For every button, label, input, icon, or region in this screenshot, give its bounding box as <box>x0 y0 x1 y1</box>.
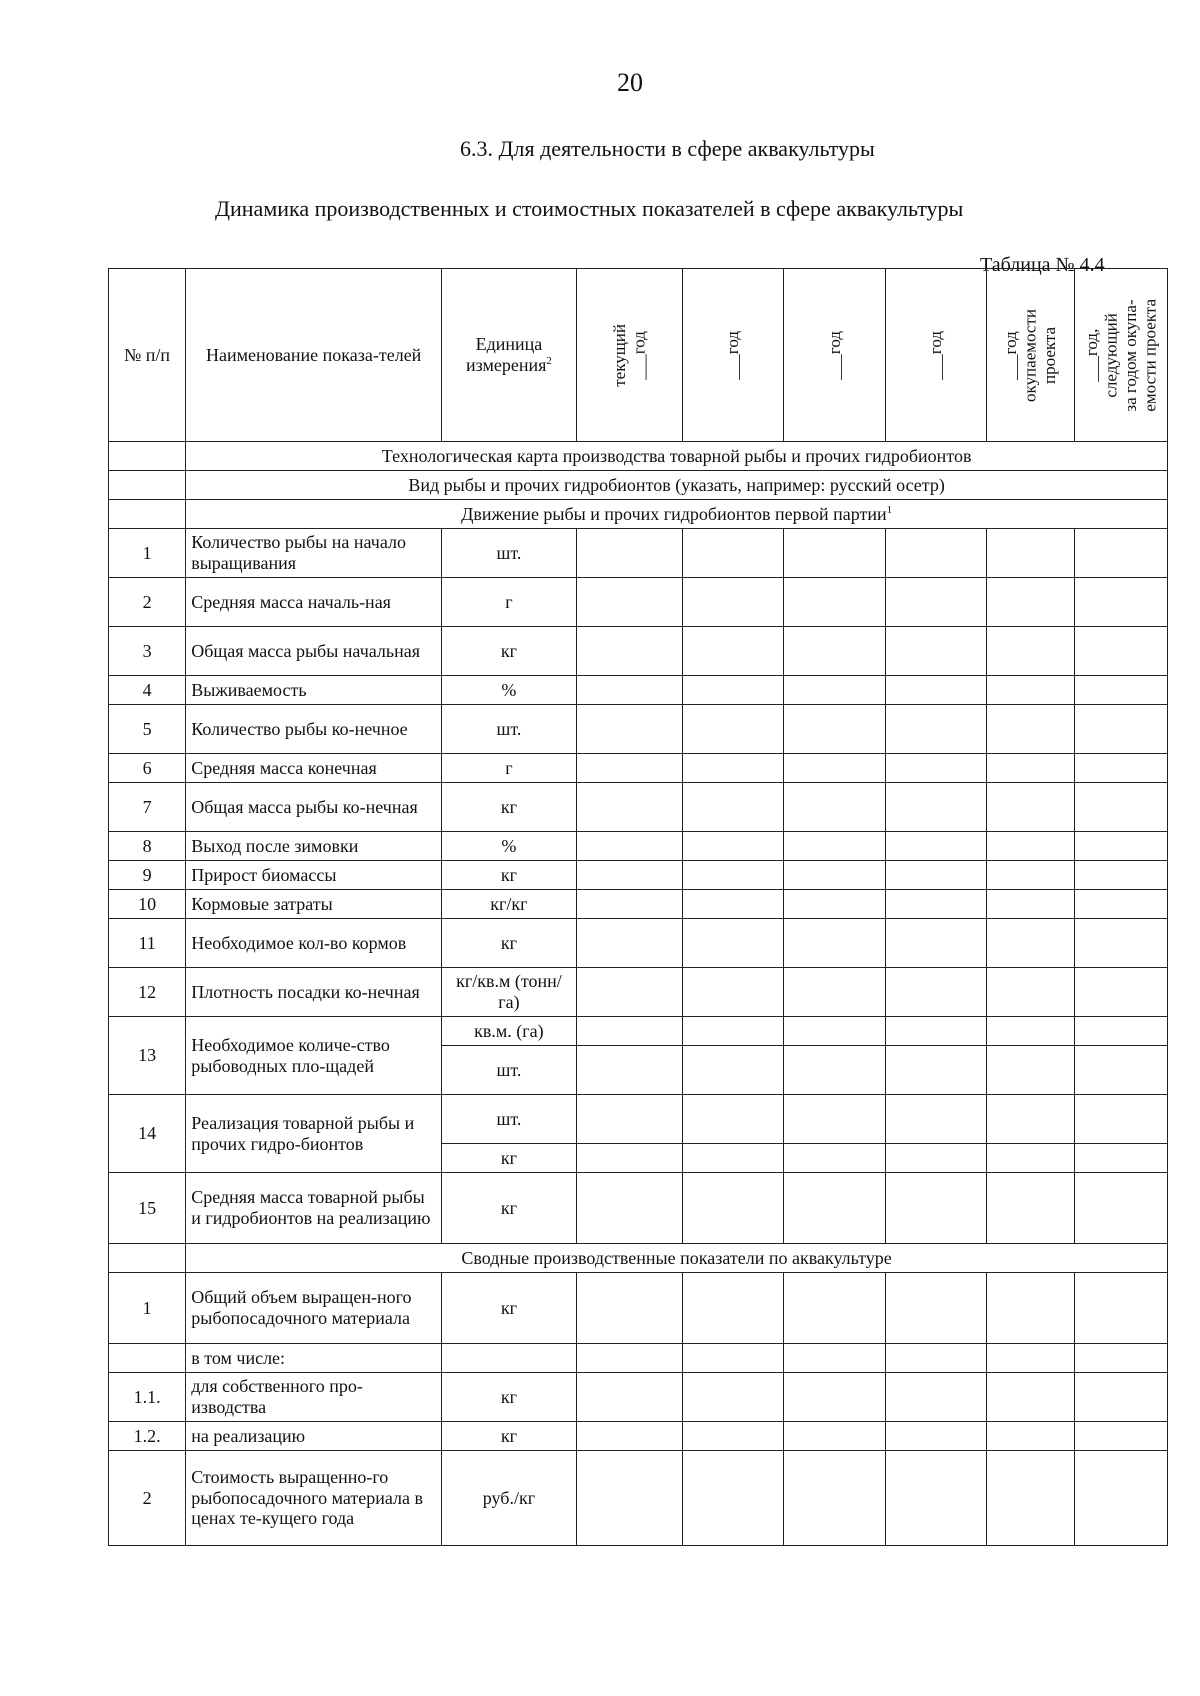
section-row-summary <box>109 1244 1168 1273</box>
indicator-rows-tail <box>109 1017 1168 1273</box>
value-cell[interactable] <box>784 919 885 968</box>
header-unit: Единица измерения$^2$ <box>442 269 577 442</box>
row-name: Выход после зимовки <box>186 832 442 861</box>
section-row-movement <box>109 500 1168 529</box>
table-row <box>109 1422 1168 1451</box>
row-unit: кг <box>442 1273 577 1344</box>
value-cell[interactable] <box>885 627 986 676</box>
row-num: 4 <box>109 676 186 705</box>
row-num: 14 <box>109 1095 186 1173</box>
value-cell[interactable] <box>682 1017 783 1046</box>
value-cell[interactable] <box>885 968 986 1017</box>
row-name: Реализация товарной рыбы и прочих гидро-бионтов <box>186 1095 442 1173</box>
value-cell[interactable] <box>784 890 885 919</box>
value-cell[interactable] <box>1075 832 1168 861</box>
row-num: 10 <box>109 890 186 919</box>
summary-rows <box>109 1273 1168 1546</box>
table-row <box>109 1344 1168 1373</box>
table-row <box>109 1273 1168 1344</box>
row-unit: шт. <box>442 1095 577 1144</box>
row-unit: кг <box>442 1422 577 1451</box>
value-cell[interactable] <box>576 1017 682 1046</box>
value-cell[interactable] <box>576 919 682 968</box>
value-cell[interactable] <box>987 578 1075 627</box>
table-row <box>109 1173 1168 1244</box>
row-name: Общий объем выращен-ного рыбопосадочного материала <box>186 1273 442 1344</box>
row-unit: шт. <box>442 1046 577 1095</box>
value-cell[interactable] <box>682 1046 783 1095</box>
value-cell[interactable] <box>682 1344 783 1373</box>
value-cell[interactable] <box>885 1046 986 1095</box>
row-name: Прирост биомассы <box>186 861 442 890</box>
header-year-current: текущий ___год <box>576 269 682 442</box>
value-cell[interactable] <box>576 890 682 919</box>
row-unit: кв.м. (га) <box>442 1017 577 1046</box>
value-cell[interactable] <box>987 1451 1075 1546</box>
row-name: Необходимое кол-во кормов <box>186 919 442 968</box>
value-cell[interactable] <box>987 1273 1075 1344</box>
value-cell[interactable] <box>987 919 1075 968</box>
row-num: 1 <box>109 529 186 578</box>
value-cell[interactable] <box>885 1173 986 1244</box>
value-cell[interactable] <box>885 861 986 890</box>
value-cell[interactable] <box>576 529 682 578</box>
value-cell[interactable] <box>1075 890 1168 919</box>
row-unit: кг <box>442 861 577 890</box>
section-label: Вид рыбы и прочих гидробионтов (указать, например: русский осетр) <box>186 471 1168 500</box>
value-cell[interactable] <box>1075 1344 1168 1373</box>
row-unit: кг <box>442 1173 577 1244</box>
value-cell[interactable] <box>987 832 1075 861</box>
section-label: Сводные производственные показатели по аквакультуре <box>186 1244 1168 1273</box>
value-cell[interactable] <box>1075 1095 1168 1144</box>
row-unit: кг <box>442 627 577 676</box>
value-cell[interactable] <box>987 890 1075 919</box>
row-unit: кг <box>442 783 577 832</box>
row-num: 7 <box>109 783 186 832</box>
row-num: 12 <box>109 968 186 1017</box>
section-row-species <box>109 471 1168 500</box>
value-cell[interactable] <box>784 529 885 578</box>
value-cell[interactable] <box>784 1422 885 1451</box>
value-cell[interactable] <box>1075 1422 1168 1451</box>
row-unit: кг/кг <box>442 890 577 919</box>
row-num: 11 <box>109 919 186 968</box>
value-cell[interactable] <box>987 1046 1075 1095</box>
row-name: Общая масса рыбы ко-нечная <box>186 783 442 832</box>
value-cell[interactable] <box>576 676 682 705</box>
value-cell[interactable] <box>682 1095 783 1144</box>
value-cell[interactable] <box>1075 627 1168 676</box>
table-title: Динамика производственных и стоимостных показателей в сфере аквакультуры <box>215 196 964 221</box>
value-cell[interactable] <box>784 1373 885 1422</box>
value-cell[interactable] <box>682 919 783 968</box>
value-cell[interactable] <box>576 861 682 890</box>
row-unit: кг/кв.м (тонн/га) <box>442 968 577 1017</box>
value-cell[interactable] <box>682 1144 783 1173</box>
table-row <box>109 1451 1168 1546</box>
table-row <box>109 890 1168 919</box>
value-cell[interactable] <box>682 1451 783 1546</box>
row-num: 2 <box>109 1451 186 1546</box>
row-name: для собственного про-изводства <box>186 1373 442 1422</box>
header-year-3: ___год <box>784 269 885 442</box>
value-cell[interactable] <box>682 1422 783 1451</box>
header-year-payback: ___год окупаемости проекта <box>987 269 1075 442</box>
value-cell[interactable] <box>682 705 783 754</box>
value-cell[interactable] <box>576 783 682 832</box>
value-cell[interactable] <box>682 1373 783 1422</box>
row-unit: шт. <box>442 705 577 754</box>
value-cell[interactable] <box>576 1344 682 1373</box>
section-row-techmap <box>109 442 1168 471</box>
value-cell[interactable] <box>987 529 1075 578</box>
row-num: 1 <box>109 1273 186 1344</box>
section-title: 6.3. Для деятельности в сфере аквакультуры <box>460 136 875 161</box>
table-row <box>109 919 1168 968</box>
header-year-after-payback: ___год, следующий за годом окупа- емости проекта <box>1075 269 1168 442</box>
value-cell[interactable] <box>576 1451 682 1546</box>
value-cell[interactable] <box>1075 783 1168 832</box>
value-cell[interactable] <box>987 676 1075 705</box>
row-name: в том числе: <box>186 1344 442 1373</box>
row-num: 1.1. <box>109 1373 186 1422</box>
row-num: 8 <box>109 832 186 861</box>
table-row <box>109 1095 1168 1144</box>
value-cell[interactable] <box>1075 676 1168 705</box>
value-cell[interactable] <box>1075 861 1168 890</box>
value-cell[interactable] <box>682 1273 783 1344</box>
value-cell[interactable] <box>682 676 783 705</box>
value-cell[interactable] <box>1075 919 1168 968</box>
value-cell[interactable] <box>987 627 1075 676</box>
row-unit: руб./кг <box>442 1451 577 1546</box>
section-label: Технологическая карта производства товарной рыбы и прочих гидробионтов <box>186 442 1168 471</box>
value-cell[interactable] <box>784 783 885 832</box>
table-row <box>109 783 1168 832</box>
row-num <box>109 1344 186 1373</box>
value-cell[interactable] <box>682 754 783 783</box>
table-row <box>109 754 1168 783</box>
row-name: Плотность посадки ко-нечная <box>186 968 442 1017</box>
value-cell[interactable] <box>987 1373 1075 1422</box>
value-cell[interactable] <box>987 1017 1075 1046</box>
value-cell[interactable] <box>682 578 783 627</box>
value-cell[interactable] <box>784 1095 885 1144</box>
value-cell[interactable] <box>682 861 783 890</box>
value-cell[interactable] <box>987 1173 1075 1244</box>
value-cell[interactable] <box>1075 529 1168 578</box>
row-name: Средняя масса началь-ная <box>186 578 442 627</box>
value-cell[interactable] <box>576 968 682 1017</box>
row-name: Средняя масса товарной рыбы и гидробионтов на реализацию <box>186 1173 442 1244</box>
row-unit: кг <box>442 919 577 968</box>
row-unit <box>442 1344 577 1373</box>
value-cell[interactable] <box>784 968 885 1017</box>
value-cell[interactable] <box>987 861 1075 890</box>
value-cell[interactable] <box>885 1373 986 1422</box>
indicator-rows <box>109 529 1168 1017</box>
table-header-row <box>109 269 1168 442</box>
row-num: 3 <box>109 627 186 676</box>
value-cell[interactable] <box>885 1144 986 1173</box>
header-num: № п/п <box>109 269 186 442</box>
value-cell[interactable] <box>576 1046 682 1095</box>
table-row <box>109 529 1168 578</box>
value-cell[interactable] <box>1075 705 1168 754</box>
row-unit: % <box>442 832 577 861</box>
value-cell[interactable] <box>784 1046 885 1095</box>
table-row <box>109 578 1168 627</box>
header-year-2: ___год <box>682 269 783 442</box>
value-cell[interactable] <box>1075 968 1168 1017</box>
value-cell[interactable] <box>1075 1451 1168 1546</box>
value-cell[interactable] <box>784 1173 885 1244</box>
value-cell[interactable] <box>1075 1046 1168 1095</box>
value-cell[interactable] <box>1075 1173 1168 1244</box>
value-cell[interactable] <box>784 1344 885 1373</box>
value-cell[interactable] <box>987 1422 1075 1451</box>
row-num: 6 <box>109 754 186 783</box>
table-row <box>109 968 1168 1017</box>
row-unit: % <box>442 676 577 705</box>
value-cell[interactable] <box>987 1095 1075 1144</box>
value-cell[interactable] <box>885 1344 986 1373</box>
row-name: на реализацию <box>186 1422 442 1451</box>
table-row <box>109 1017 1168 1046</box>
row-name: Стоимость выращенно-го рыбопосадочного материала в ценах те-кущего года <box>186 1451 442 1546</box>
value-cell[interactable] <box>784 754 885 783</box>
value-cell[interactable] <box>682 627 783 676</box>
value-cell[interactable] <box>682 832 783 861</box>
value-cell[interactable] <box>576 1273 682 1344</box>
table-row <box>109 1373 1168 1422</box>
row-name: Кормовые затраты <box>186 890 442 919</box>
row-unit: кг <box>442 1144 577 1173</box>
value-cell[interactable] <box>682 968 783 1017</box>
value-cell[interactable] <box>784 1451 885 1546</box>
value-cell[interactable] <box>576 578 682 627</box>
value-cell[interactable] <box>576 705 682 754</box>
value-cell[interactable] <box>987 705 1075 754</box>
row-num: 1.2. <box>109 1422 186 1451</box>
value-cell[interactable] <box>784 578 885 627</box>
row-num: 9 <box>109 861 186 890</box>
value-cell[interactable] <box>1075 1373 1168 1422</box>
value-cell[interactable] <box>885 1095 986 1144</box>
value-cell[interactable] <box>784 861 885 890</box>
value-cell[interactable] <box>576 1095 682 1144</box>
value-cell[interactable] <box>885 676 986 705</box>
value-cell[interactable] <box>987 1144 1075 1173</box>
table-row <box>109 832 1168 861</box>
value-cell[interactable] <box>885 578 986 627</box>
value-cell[interactable] <box>885 705 986 754</box>
table-row <box>109 861 1168 890</box>
row-name: Количество рыбы ко-нечное <box>186 705 442 754</box>
value-cell[interactable] <box>784 627 885 676</box>
row-num: 15 <box>109 1173 186 1244</box>
value-cell[interactable] <box>784 1017 885 1046</box>
value-cell[interactable] <box>682 529 783 578</box>
value-cell[interactable] <box>1075 754 1168 783</box>
row-name: Общая масса рыбы начальная <box>186 627 442 676</box>
value-cell[interactable] <box>576 832 682 861</box>
value-cell[interactable] <box>885 919 986 968</box>
row-unit: шт. <box>442 529 577 578</box>
value-cell[interactable] <box>885 1422 986 1451</box>
value-cell[interactable] <box>576 1373 682 1422</box>
row-num: 2 <box>109 578 186 627</box>
row-name: Необходимое количе-ство рыбоводных пло-щадей <box>186 1017 442 1095</box>
value-cell[interactable] <box>987 968 1075 1017</box>
value-cell[interactable] <box>576 1144 682 1173</box>
row-unit: г <box>442 578 577 627</box>
value-cell[interactable] <box>784 1273 885 1344</box>
value-cell[interactable] <box>576 1173 682 1244</box>
value-cell[interactable] <box>885 1017 986 1046</box>
value-cell[interactable] <box>576 754 682 783</box>
value-cell[interactable] <box>784 1144 885 1173</box>
value-cell[interactable] <box>576 1422 682 1451</box>
row-name: Выживаемость <box>186 676 442 705</box>
row-unit: кг <box>442 1373 577 1422</box>
value-cell[interactable] <box>885 529 986 578</box>
value-cell[interactable] <box>784 676 885 705</box>
value-cell[interactable] <box>1075 1273 1168 1344</box>
table-number: Таблица № 4.4 <box>980 254 1105 276</box>
value-cell[interactable] <box>682 783 783 832</box>
row-num: 13 <box>109 1017 186 1095</box>
value-cell[interactable] <box>1075 578 1168 627</box>
value-cell[interactable] <box>682 1173 783 1244</box>
table-row <box>109 627 1168 676</box>
value-cell[interactable] <box>987 783 1075 832</box>
value-cell[interactable] <box>987 1344 1075 1373</box>
value-cell[interactable] <box>885 1273 986 1344</box>
value-cell[interactable] <box>885 832 986 861</box>
row-name: Средняя масса конечная <box>186 754 442 783</box>
section-label: Движение рыбы и прочих гидробионтов первой партии$^1$ <box>186 500 1168 529</box>
header-name: Наименование показа-телей <box>186 269 442 442</box>
value-cell[interactable] <box>885 754 986 783</box>
value-cell[interactable] <box>885 1451 986 1546</box>
value-cell[interactable] <box>885 783 986 832</box>
table-row <box>109 676 1168 705</box>
row-name: Количество рыбы на начало выращивания <box>186 529 442 578</box>
table-row <box>109 705 1168 754</box>
value-cell[interactable] <box>1075 1017 1168 1046</box>
value-cell[interactable] <box>987 754 1075 783</box>
value-cell[interactable] <box>885 890 986 919</box>
value-cell[interactable] <box>1075 1144 1168 1173</box>
page-number: 20 <box>617 68 643 97</box>
row-num: 5 <box>109 705 186 754</box>
header-year-4: ___год <box>885 269 986 442</box>
value-cell[interactable] <box>682 890 783 919</box>
value-cell[interactable] <box>784 705 885 754</box>
value-cell[interactable] <box>576 627 682 676</box>
aquaculture-table <box>108 268 1168 1546</box>
value-cell[interactable] <box>784 832 885 861</box>
row-unit: г <box>442 754 577 783</box>
